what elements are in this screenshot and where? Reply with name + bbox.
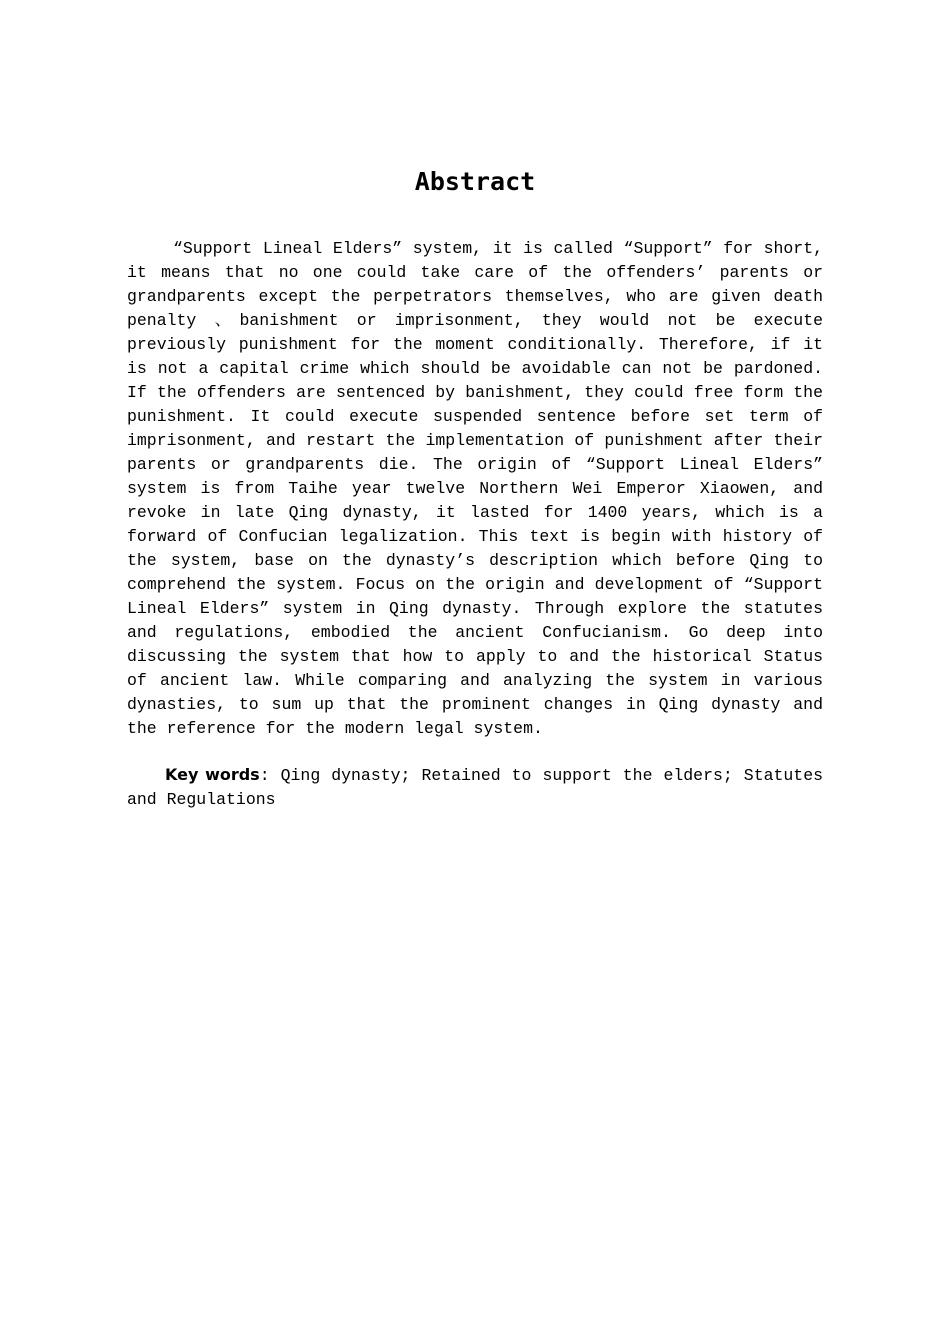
keywords-line	[127, 763, 823, 812]
abstract-body: “Support Lineal Elders” system, it is called “Support” for short, it means that no one could take care of the offenders’ parents or grandparents except the perpetrators themselves, who are given death penalty 、banishment or imprisonment, they would not be execute previously punishment for the moment conditionally. Therefore, if it is not a capital crime which should be avoidable can not be pardoned. If the offenders are sentenced by banishment, they could free form the punishment. It could execute suspended sentence before set term of imprisonment, and restart the implementation of punishment after their parents or grandparents die. The origin of “Support Lineal Elders” system is from Taihe year twelve Northern Wei Emperor Xiaowen, and revoke in late Qing dynasty, it lasted for 1400 years, which is a forward of Confucian legalization. This text is begin with history of the system, base on the dynasty’s description which before Qing to comprehend the system. Focus on the origin and development of “Support Lineal Elders” system in Qing dynasty. Through explore the statutes and regulations, embodied the ancient Confucianism. Go deep into discussing the system that how to apply to and the historical Status of ancient law. While comparing and analyzing the system in various dynasties, to sum up that the prominent changes in Qing dynasty and the reference for the modern legal system.	[127, 239, 823, 738]
keywords-text: Qing dynasty; Retained to support the elders; Statutes and Regulations	[127, 766, 824, 809]
abstract-title: Abstract	[414, 167, 536, 196]
keywords-label: Key words	[165, 765, 260, 784]
keywords-separator: :	[259, 766, 270, 785]
